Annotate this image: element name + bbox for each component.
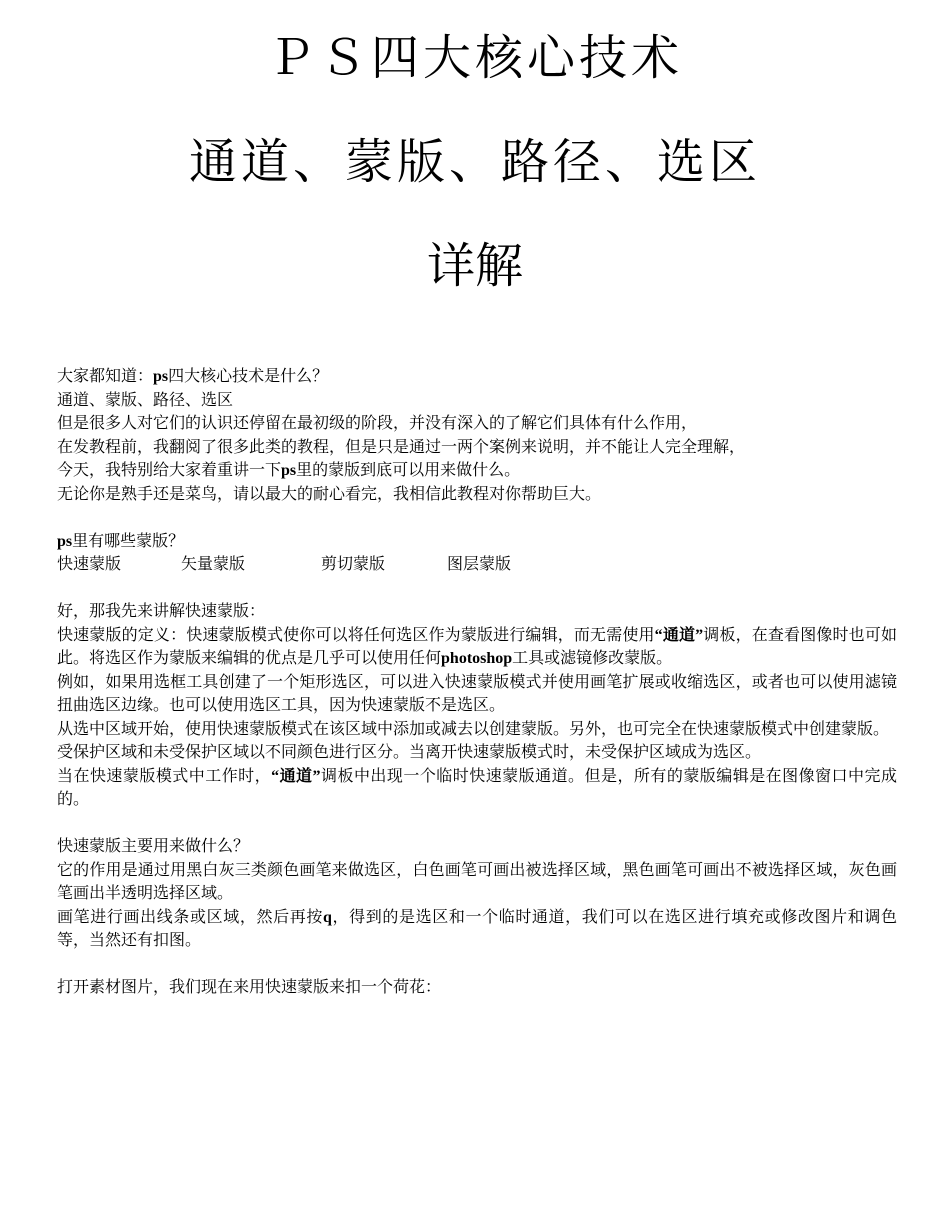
mask-type-quick: 快速蒙版 [57,556,122,573]
intro-line-5: 今天，我特别给大家着重讲一下ps里的蒙版到底可以用来做什么。 [57,462,521,479]
masks-question: ps里有哪些蒙版？ [57,532,185,550]
quick-mask-paragraph-3: 从选中区域开始，使用快速蒙版模式在该区域中添加或减去以创建蒙版。另外，也可完全在快速蒙版模式中创建蒙版。 [57,720,890,738]
mask-type-layer: 图层蒙版 [447,556,512,573]
title-line-3: 详解 [426,238,523,294]
mask-type-vector: 矢量蒙版 [181,556,246,573]
intro-line-2: 通道、蒙版、路径、选区 [57,391,234,409]
quick-mask-paragraph-4: 受保护区域和未受保护区域以不同颜色进行区分。当离开快速蒙版模式时，未受保护区域成为选区。 [57,744,762,761]
mask-types-list [57,553,897,577]
usage-paragraph-2: 画笔进行画出线条或区域，然后再按q，得到的是选区和一个临时通道，我们可以在选区进行填充或修改图片和调色等，当然还有扣图。 [57,908,897,949]
quick-mask-heading: 好，那我先来讲解快速蒙版： [57,603,266,620]
usage-paragraph-1: 它的作用是通过用黑白灰三类颜色画笔来做选区，白色画笔可画出被选择区域，黑色画笔可画出不被选择区域，灰色画笔画出半透明选择区域。 [57,861,897,902]
quick-mask-definition: 快速蒙版的定义：快速蒙版模式使你可以将任何选区作为蒙版进行编辑，而无需使用“通道”调板，在查看图像时也可如此。将选区作为蒙版来编辑的优点是几乎可以使用任何photoshop工具或滤镜修改蒙版。 [57,626,897,667]
mask-type-clipping: 剪切蒙版 [321,556,386,573]
intro-line-1: 大家都知道：ps四大核心技术是什么？ [57,368,329,385]
usage-heading: 快速蒙版主要用来做什么？ [57,838,250,855]
document-body [57,365,897,1000]
title-line-1: ＰＳ四大核心技术 [266,30,683,86]
title-line-2: 通道、蒙版、路径、选区 [188,134,761,190]
closing-line: 打开素材图片，我们现在来用快速蒙版来扣一个荷花： [57,979,442,996]
intro-line-6: 无论你是熟手还是菜鸟，请以最大的耐心看完，我相信此教程对你帮助巨大。 [57,485,602,503]
intro-line-3: 但是很多人对它们的认识还停留在最初级的阶段，并没有深入的了解它们具体有什么作用， [57,415,698,432]
intro-line-4: 在发教程前，我翻阅了很多此类的教程，但是只是通过一两个案例来说明，并不能让人完全理解， [57,438,746,456]
quick-mask-paragraph-5: 当在快速蒙版模式中工作时，“通道”调板中出现一个临时快速蒙版通道。但是，所有的蒙版编辑是在图像窗口中完成的。 [57,767,897,808]
quick-mask-paragraph-2: 例如，如果用选框工具创建了一个矩形选区，可以进入快速蒙版模式并使用画笔扩展或收缩选区，或者也可以使用滤镜扭曲选区边缘。也可以使用选区工具，因为快速蒙版不是选区。 [57,673,897,714]
